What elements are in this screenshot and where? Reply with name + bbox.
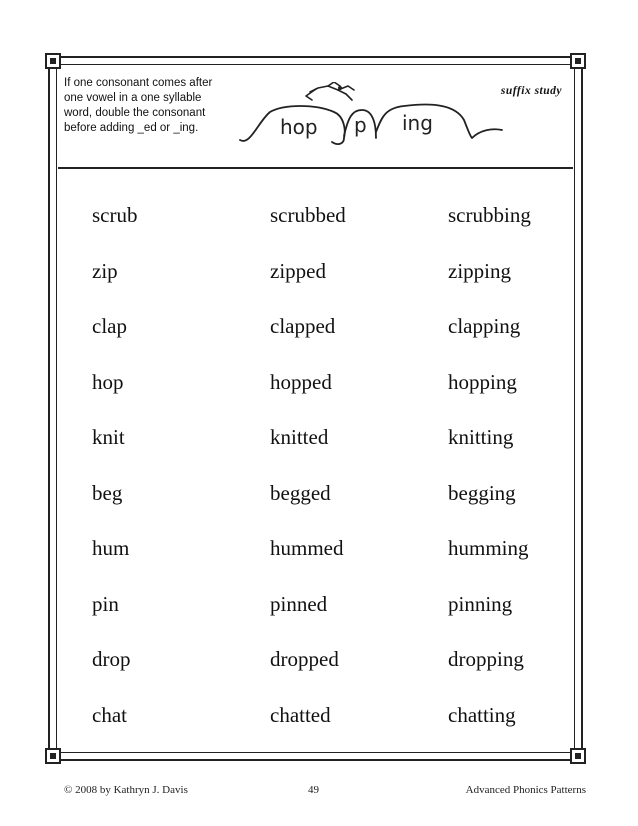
word-row	[92, 365, 562, 421]
illustration-segment: hop	[280, 115, 318, 139]
page-number: 49	[308, 784, 319, 796]
book-title: Advanced Phonics Patterns	[465, 784, 586, 796]
illustration-segment: ing	[402, 111, 433, 135]
word-row	[92, 420, 562, 476]
base-word: drop	[92, 647, 131, 671]
ing-word: clapping	[448, 314, 521, 338]
ed-word: knitted	[270, 425, 329, 449]
section-label: suffix study	[500, 85, 562, 97]
ed-word: chatted	[270, 702, 331, 727]
copyright-notice: © 2008 by Kathryn J. Davis	[64, 784, 188, 796]
ed-word: hummed	[270, 536, 344, 560]
ing-word: scrubbing	[448, 203, 531, 227]
base-word: zip	[92, 258, 118, 283]
ed-word: begged	[270, 480, 331, 505]
frog-icon	[306, 82, 354, 100]
ing-word: begging	[448, 480, 516, 505]
header-divider	[58, 167, 573, 169]
ed-word: zipped	[270, 258, 326, 283]
base-word: chat	[92, 702, 127, 727]
frame-corner-ornament	[45, 748, 61, 764]
ed-word: dropped	[270, 647, 339, 671]
ing-word: pinning	[448, 591, 513, 616]
ing-word: zipping	[448, 258, 511, 283]
base-word: knit	[92, 425, 125, 449]
word-row	[92, 254, 562, 310]
word-row	[92, 309, 562, 365]
word-list	[92, 198, 562, 753]
word-row	[92, 531, 562, 587]
base-word: beg	[92, 480, 123, 505]
base-word: clap	[92, 314, 127, 338]
ed-word: clapped	[270, 314, 336, 338]
word-row	[92, 198, 562, 254]
ing-word: chatting	[448, 702, 516, 727]
frame-corner-ornament	[45, 53, 61, 69]
ed-word: scrubbed	[270, 203, 346, 227]
base-word: pin	[92, 591, 119, 616]
base-word: hum	[92, 536, 130, 560]
word-row	[92, 698, 562, 754]
hopping-frog-illustration	[236, 82, 506, 154]
word-row	[92, 642, 562, 698]
base-word: hop	[92, 369, 124, 394]
ing-word: knitting	[448, 425, 514, 449]
base-word: scrub	[92, 203, 138, 227]
illustration-segment: p	[354, 113, 367, 137]
ing-word: hopping	[448, 369, 517, 394]
word-row	[92, 476, 562, 532]
frame-corner-ornament	[570, 53, 586, 69]
spelling-rule-text: If one consonant comes after one vowel in a one syllable word, double the consonant before adding _ed or _ing.	[64, 77, 213, 134]
ed-word: pinned	[270, 591, 328, 616]
ed-word: hopped	[270, 369, 332, 394]
ing-word: humming	[448, 536, 529, 560]
ing-word: dropping	[448, 647, 524, 671]
frame-corner-ornament	[570, 748, 586, 764]
word-row	[92, 587, 562, 643]
